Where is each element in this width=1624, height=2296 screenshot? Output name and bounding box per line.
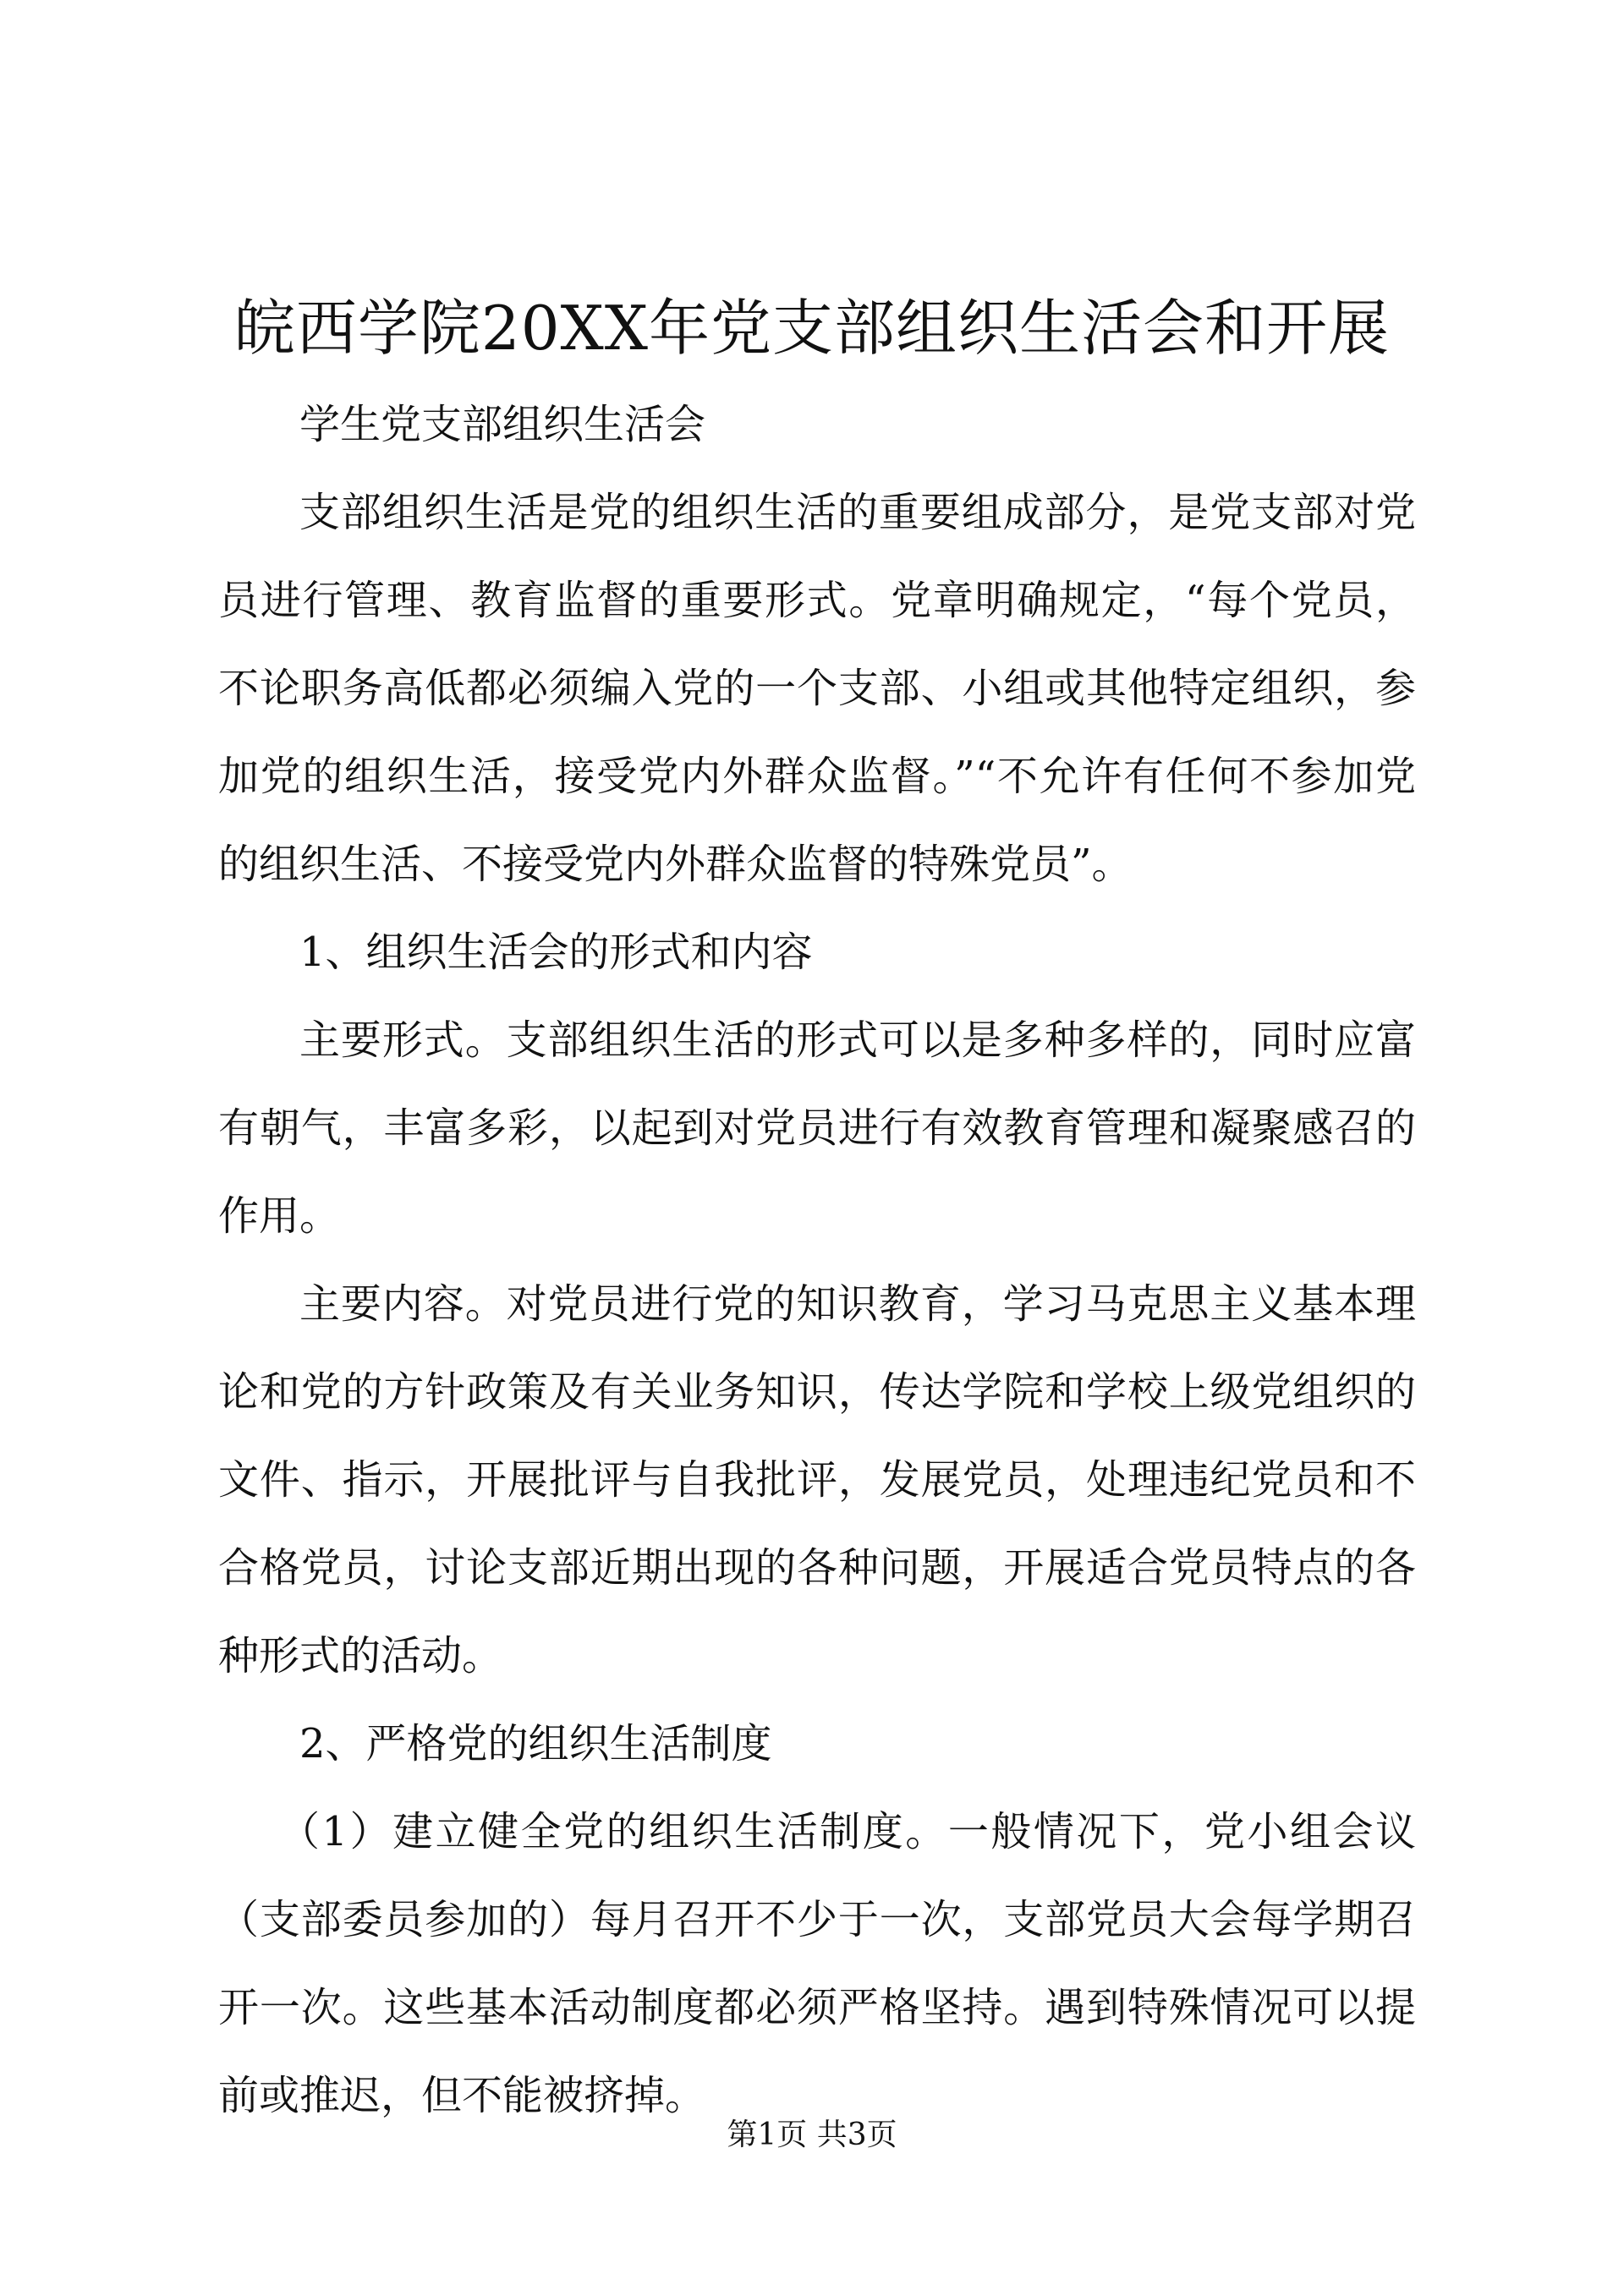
page-number-footer: 第1页 共3页 <box>727 2118 897 2152</box>
paragraph-main-forms: 主要形式。支部组织生活的形式可以是多种多样的，同时应富有朝气，丰富多彩，以起到对党员进行有效教育管理和凝聚感召的作用。 <box>218 1016 1416 1240</box>
paragraph-main-content: 主要内容。对党员进行党的知识教育，学习马克思主义基本理论和党的方针政策及有关业务知识，传达学院和学校上级党组织的文件、指示，开展批评与自我批评，发展党员，处理违纪党员和不合格党员，讨论支部近期出现的各种问题，开展适合党员特点的各种形式的活动。 <box>218 1280 1416 1680</box>
document-title: 皖西学院20XX年党支部组织生活会和开展 <box>233 293 1391 364</box>
paragraph-system-rules: （1）建立健全党的组织生活制度。一般情况下，党小组会议（支部委员参加的）每月召开不少于一次，支部党员大会每学期召开一次。这些基本活动制度都必须严格坚持。遇到特殊情况可以提前或推迟，但不能被挤掉。 <box>218 1808 1416 2119</box>
section-heading-2: 2、严格党的组织生活制度 <box>299 1720 772 1767</box>
paragraph-intro: 支部组织生活是党的组织生活的重要组成部分，是党支部对党员进行管理、教育监督的重要形式。党章明确规定，“每个党员，不论职务高低都必须编入党的一个支部、小组或其他特定组织，参加党的组织生活，接受党内外群众监督。”“不允许有任何不参加党的组织生活、不接受党内外群众监督的特殊党员”。 <box>218 489 1416 888</box>
document-body <box>218 381 1416 2140</box>
paragraph-subtitle: 学生党支部组织生活会 <box>299 401 706 448</box>
section-heading-1: 1、组织生活会的形式和内容 <box>299 929 813 976</box>
